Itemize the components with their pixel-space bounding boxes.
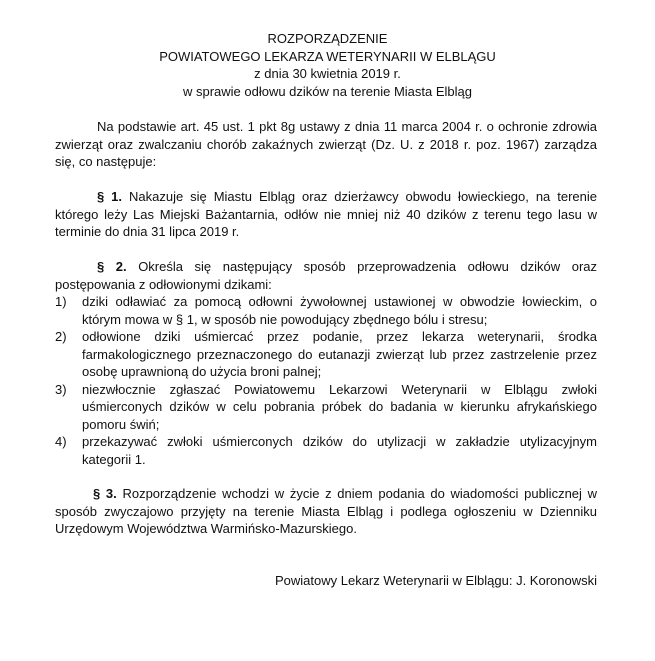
header-authority: POWIATOWEGO LEKARZA WETERYNARII W ELBLĄGU [159,48,496,64]
section-1-text: Nakazuje się Miastu Elbląg oraz dzierżawcy obwodu łowieckiego, na terenie którego leży Las Miejski Bażantarnia, odłów nie mniej niż 40 dzików z terenu tego lasu w terminie do dnia 31 lipca 2019 r. [55,189,597,239]
section-3-mark: § 3. [93,486,117,501]
list-item [55,381,597,434]
section-3-text: Rozporządzenie wchodzi w życie z dniem podania do wiadomości publicznej w sposób zwyczajowo przyjęty na terenie Miasta Elbląg i podlega ogłoszeniu w Dzienniku Urzędowym Województwa Warmińsko-Mazurskiego. [55,486,597,536]
list-item [55,433,597,468]
section-3 [55,485,597,538]
header-title: ROZPORZĄDZENIE [267,31,388,46]
section-2-mark: § 2. [97,259,127,274]
signature: Powiatowy Lekarz Weterynarii w Elblągu: J. Koronowski [274,573,597,588]
header-subject: w sprawie odłowu dzików na terenie Miasta Elbląg [182,83,473,99]
list-item-text: niezwłocznie zgłaszać Powiatowemu Lekarzowi Weterynarii w Elblągu zwłoki uśmierconych dzików w celu pobrania próbek do badania w kierunku afrykańskiego pomoru świń; [82,381,597,432]
list-item [55,293,597,328]
list-item-number: 2) [55,329,67,344]
list-item-number: 1) [55,294,67,309]
intro-paragraph: Na podstawie art. 45 ust. 1 pkt 8g ustawy z dnia 11 marca 2004 r. o ochronie zdrowia zwierząt oraz zwalczaniu chorób zakaźnych zwierząt (Dz. U. z 2018 r. poz. 1967) zarządza się, co następuje: [55,119,597,169]
section-2-list [55,293,597,468]
list-item-number: 4) [55,434,67,449]
section-1-mark: § 1. [97,189,123,204]
section-2-text: Określa się następujący sposób przeprowadzenia odłowu dzików oraz postępowania z odłowionymi dzikami: [55,259,598,292]
list-item-text: przekazywać zwłoki uśmierconych dzików do utylizacji w zakładzie utylizacyjnym kategorii 1. [82,434,597,467]
header-date: z dnia 30 kwietnia 2019 r. [254,66,401,81]
list-item [55,328,597,381]
section-1 [55,188,597,241]
document-header [0,30,655,100]
list-item-number: 3) [55,381,67,397]
list-item-text: odłowione dziki uśmiercać przez podanie, przez lekarza weterynarii, środka farmakologicznego przeznaczonego do eutanazji zwierząt lub przez zastrzelenie przez osobę uprawnioną do użycia broni palnej; [82,329,597,379]
section-2 [55,258,597,293]
list-item-text: dziki odławiać za pomocą odłowni żywołownej ustawionej w obwodzie łowieckim, o którym mowa w § 1, w sposób nie powodujący zbędnego bólu i stresu; [82,294,597,327]
